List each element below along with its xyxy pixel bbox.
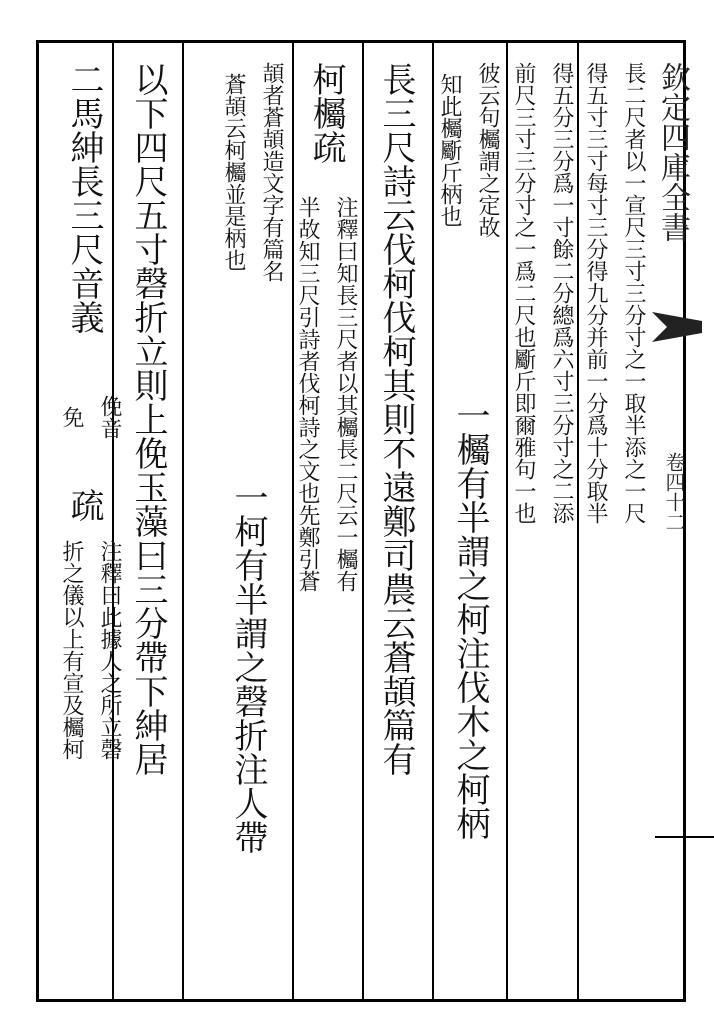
annotation-right: 注釋曰知長三尺者以其欘長二尺云一欘有 bbox=[333, 196, 358, 592]
text-column-3 bbox=[438, 62, 502, 238]
main-text: 長三尺詩云伐柯伐柯其則不遠鄭司農云蒼頡篇有 bbox=[376, 62, 416, 776]
annotation-right: 長二尺者以一宣尺三寸三分寸之一取半添之一尺 bbox=[621, 62, 646, 524]
column-rule bbox=[112, 40, 114, 1002]
text-column-1 bbox=[584, 62, 648, 524]
annotation-left: 前尺三寸三分寸之一爲二尺也斸斤即爾雅句一也 bbox=[511, 62, 536, 524]
annotation-left: 折之儀以上有宣及欘柯 bbox=[59, 540, 84, 760]
annotation-right: 注釋曰此據人之所立磬 bbox=[97, 540, 122, 760]
column-rule bbox=[362, 40, 364, 1002]
annotation-column-8b bbox=[60, 540, 124, 760]
main-text: 一欘有半謂之柯注伐木之柯柄 bbox=[450, 398, 490, 840]
annotation-column-5 bbox=[296, 196, 360, 592]
main-text: 以下四尺五寸磬折立則上俛玉藻曰三分帶下紳居 bbox=[128, 62, 168, 776]
column-rule bbox=[577, 40, 579, 1002]
column-rule bbox=[182, 40, 184, 1002]
annotation-left: 蒼頡云柯欘並是柄也 bbox=[221, 73, 246, 271]
text-column-2 bbox=[512, 62, 576, 524]
main-text-column-8 bbox=[62, 62, 106, 334]
main-text: 二馬紳長三尺 bbox=[64, 62, 104, 266]
main-text-column-5 bbox=[304, 62, 348, 164]
volume-label: 卷四十二 bbox=[662, 452, 686, 532]
annotation-left: 半故知三尺引詩者伐柯詩之文也先鄭引蒼 bbox=[295, 196, 320, 592]
annotation-column-8a bbox=[60, 395, 124, 439]
margin-rule bbox=[655, 836, 714, 838]
annotation-right: 得五分三分爲一寸餘二分總爲六寸三分寸之二添 bbox=[549, 62, 574, 524]
main-text-column-6b bbox=[226, 480, 270, 854]
annotation-left: 免 bbox=[59, 406, 84, 428]
collection-title: 欽定四庫全書 bbox=[655, 62, 690, 242]
annotation-right: 彼云句欘謂之定故 bbox=[475, 62, 500, 238]
margin-strip bbox=[652, 62, 702, 242]
annotation-right: 俛音 bbox=[97, 395, 122, 439]
section-tag-yinyi: 音義 bbox=[64, 266, 104, 334]
annotation-right: 頡者蒼頡造文字有篇名 bbox=[259, 62, 284, 282]
annotation-left: 知此欘斸斤柄也 bbox=[437, 73, 462, 227]
main-text: 柯欘 bbox=[306, 62, 346, 130]
main-text-column-3b bbox=[448, 398, 492, 840]
section-tag-shu: 疏 bbox=[306, 130, 346, 164]
main-text-column-4 bbox=[374, 62, 418, 776]
annotation-column-6 bbox=[206, 62, 286, 282]
section-tag-shu-2 bbox=[62, 488, 106, 522]
main-text-column-7 bbox=[126, 62, 170, 776]
annotation-left: 得五寸三寸每寸三分得九分并前一分爲十分取半 bbox=[583, 62, 608, 524]
main-text: 一柯有半謂之磬折注人帶 bbox=[228, 480, 268, 854]
section-tag-shu: 疏 bbox=[64, 488, 104, 522]
